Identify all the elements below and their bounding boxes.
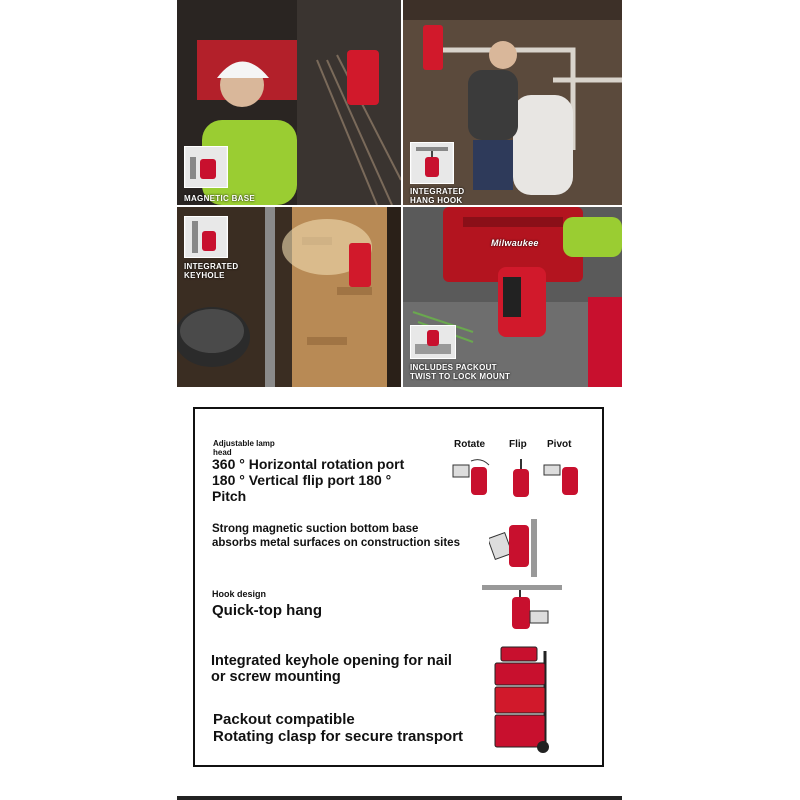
magnet-mount-icon [489,517,547,579]
photo-packout [403,207,622,387]
hook-title: Quick-top hang [212,602,322,619]
rotate-lamp-icon [451,457,495,499]
col-rotate: Rotate [454,439,486,450]
lamp-line-1: 360 ° Horizontal rotation port [212,456,405,472]
photo-keyhole [177,207,401,387]
magnet-line-2: absorbs metal surfaces on construction sites [212,537,460,549]
photo-magnetic-base [177,0,401,205]
lamp-line-3: Pitch [212,488,247,504]
lamp-small-label: Adjustable lamp head [213,439,275,457]
packout-brand-logo: Milwaukee [491,238,539,248]
col-pivot: Pivot [547,439,572,450]
packout-line-2: Rotating clasp for secure transport [213,728,464,745]
hook-small-label: Hook design [212,589,267,599]
caption-magnetic-base: MAGNETIC BASE [184,194,256,203]
magnet-line-1: Strong magnetic suction bottom base [212,523,419,535]
flip-lamp-icon [509,457,533,499]
features-card [193,407,604,767]
packout-line-1: Packout compatible [213,711,355,728]
caption-keyhole: INTEGRATED KEYHOLE [184,262,239,280]
keyhole-line-1: Integrated keyhole opening for nail [211,653,452,669]
packout-toolbox-icon [491,645,555,755]
keyhole-line-2: or screw mounting [211,669,341,685]
keyhole-inset-icon [184,216,228,258]
caption-packout: INCLUDES PACKOUT TWIST TO LOCK MOUNT [410,363,511,381]
packout-inset-icon [410,325,456,359]
hook-inset-icon [410,142,454,184]
hook-hang-icon [480,583,564,633]
magnet-inset-icon [184,146,228,188]
photo-hang-hook [403,0,622,205]
pivot-lamp-icon [542,457,584,499]
col-flip: Flip [509,439,527,450]
caption-hang-hook: INTEGRATED HANG HOOK [410,187,465,205]
lamp-line-2: 180 ° Vertical flip port 180 ° [212,472,392,488]
bottom-divider [177,796,622,800]
